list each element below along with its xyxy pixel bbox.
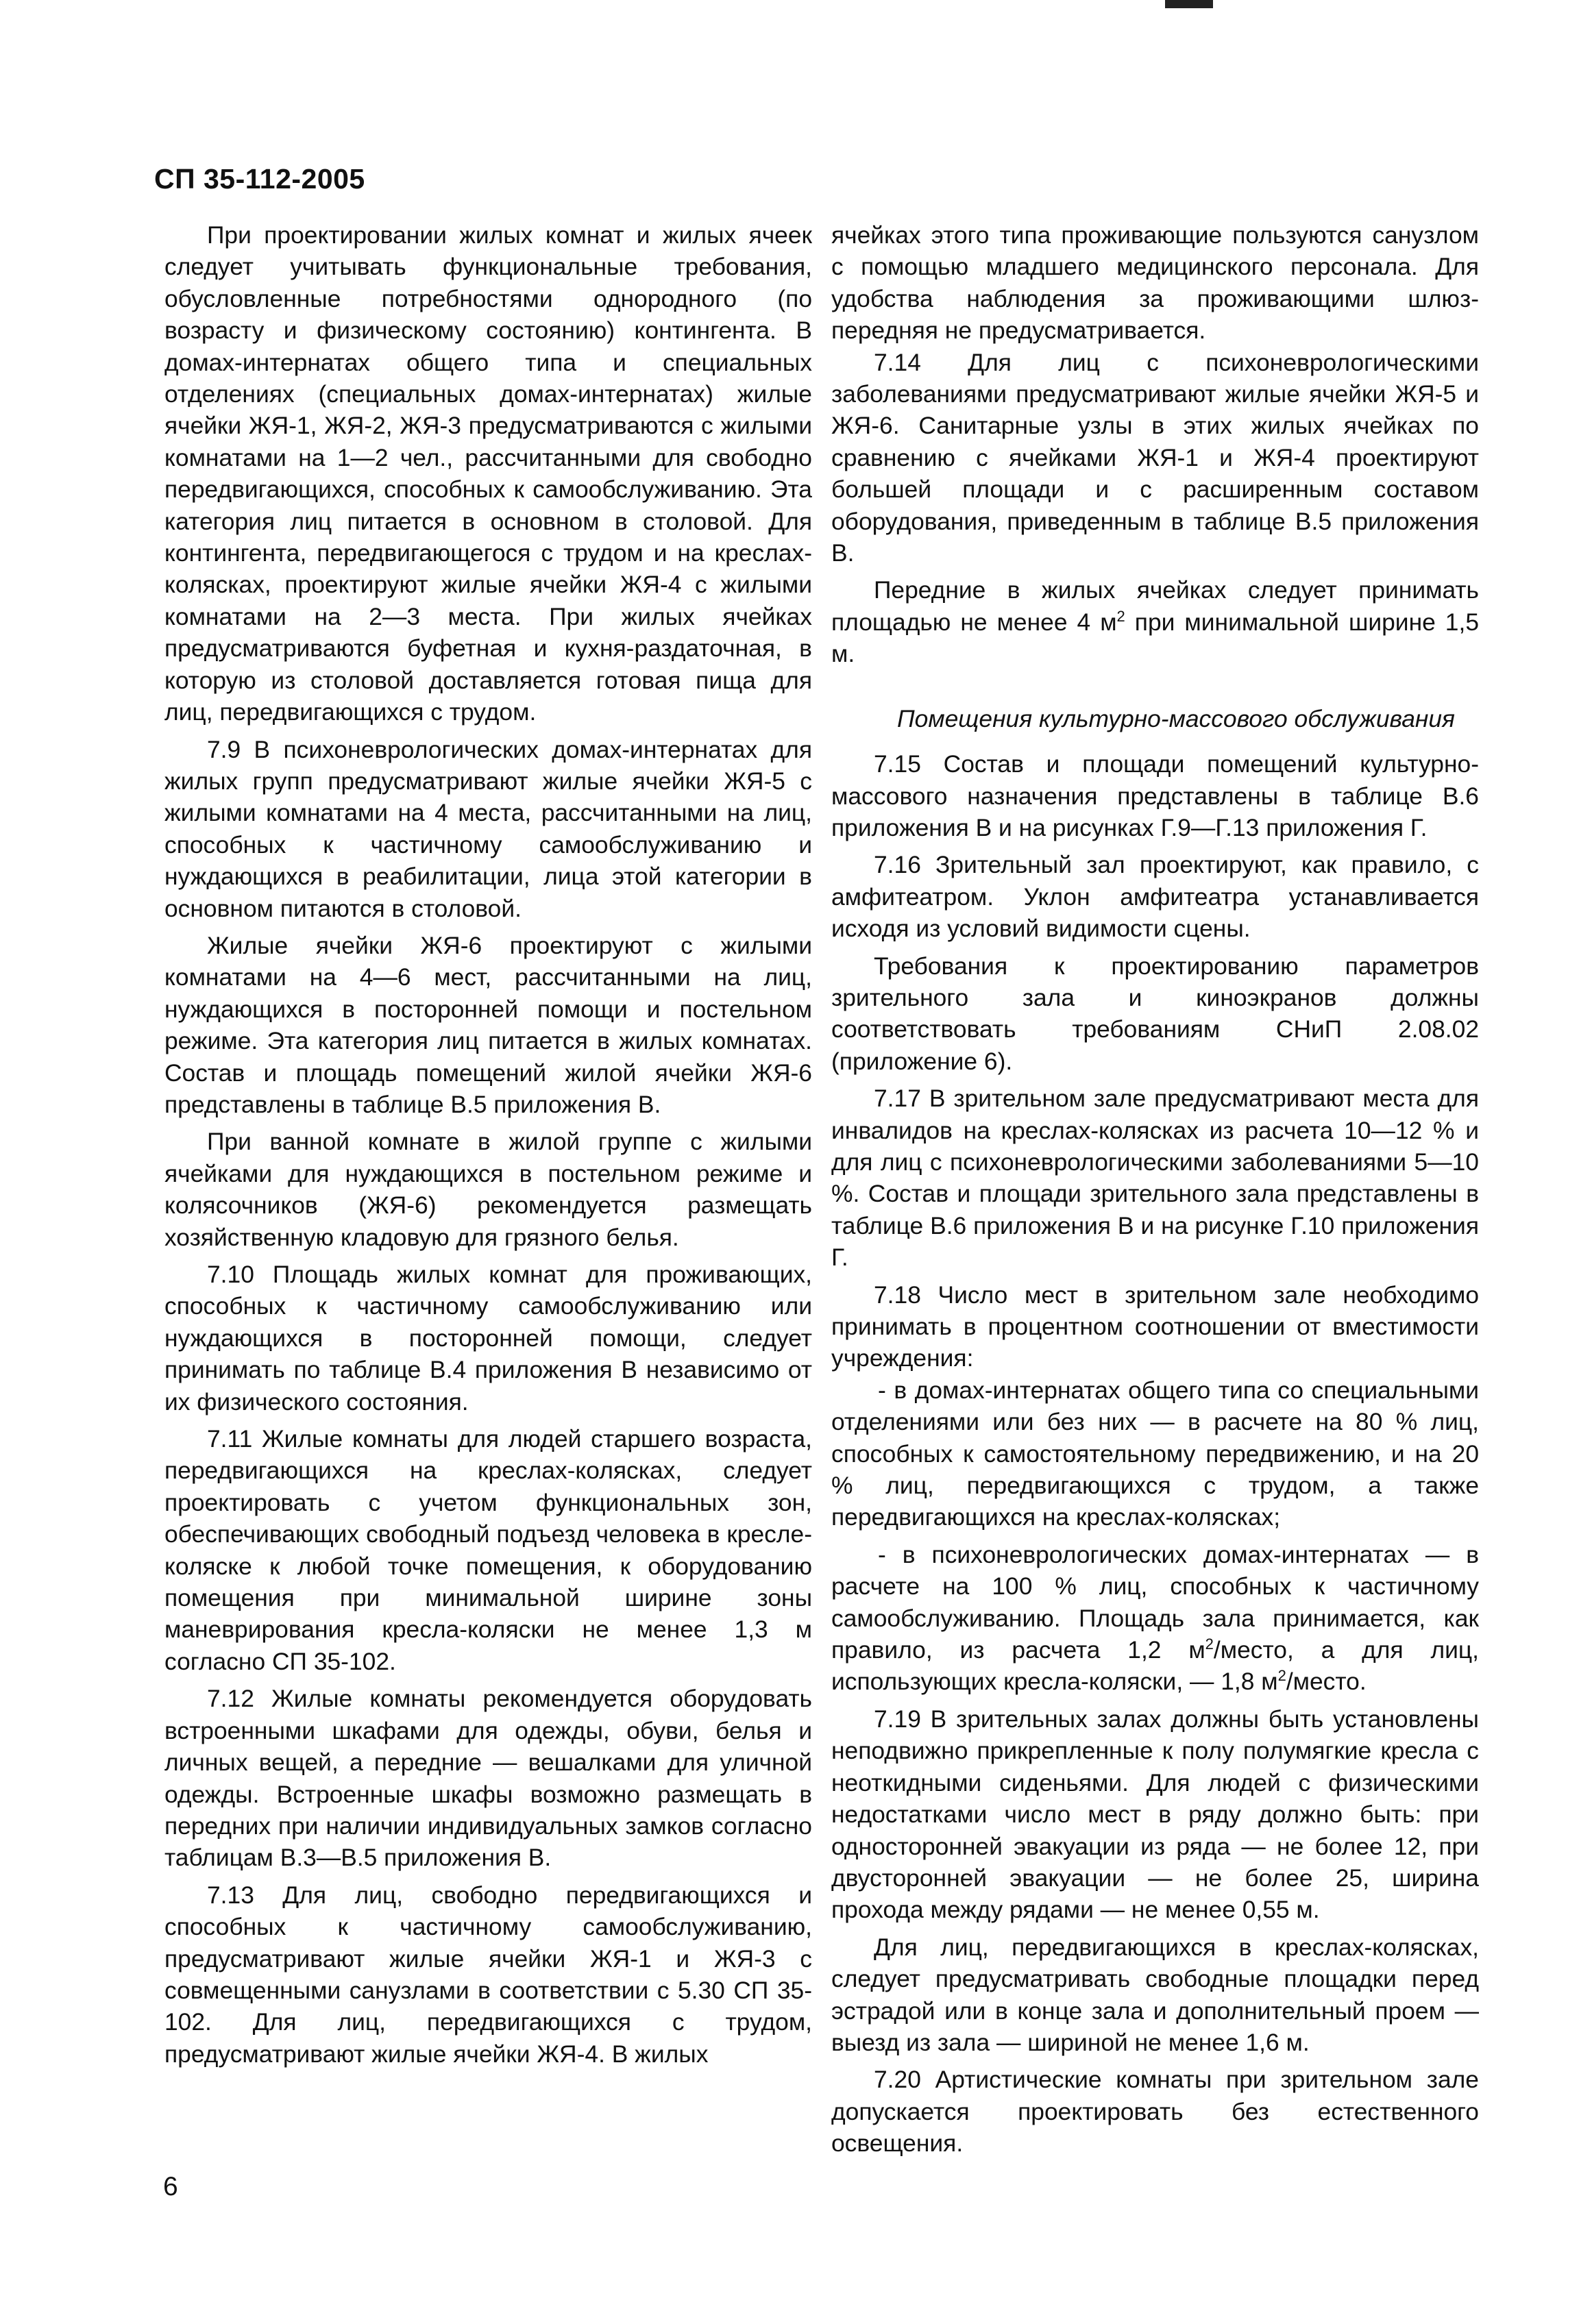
paragraph-7-19: 7.19 В зрительных залах должны быть установлены неподвижно прикрепленные к полу полумягкие кресла с неоткидными сиденьями. Для людей с физическими недостатками число мест в ряду должно быть: при односторонней эвакуации из ряда — не более 12, при двусторонней эвакуации — не более 25, ширина прохода между рядами — не менее 0,55 м. [831,1705,1479,1924]
paragraph-7-12: 7.12 Жилые комнаты рекомендуется оборудовать встроенными шкафами для одежды, обуви, белья и личных вещей, а передние — вешалками для уличной одежды. Встроенные шкафы возможно размещать в передних при наличии индивидуальных замков согласно таблицам В.3—В.5 приложения В. [164,1685,812,1872]
paragraph-7-10: 7.10 Площадь жилых комнат для проживающих, способных к частичному самообслуживанию или нуждающихся в посторонней помощи, следует принимать по таблице В.4 приложения В независимо от их физического состояния. [164,1261,812,1416]
paragraph: Жилые ячейки ЖЯ-6 проектируют с жилыми комнатами на 4—6 мест, рассчитанными на лиц, нуждающихся в посторонней помощи и постельном режиме. Эта категория лиц питается в жилых комнатах. Состав и площадь помещений жилой ячейки ЖЯ-6 представлены в таблице В.5 приложения В. [164,931,812,1118]
paragraph-7-9: 7.9 В психоневрологических домах-интернатах для жилых групп предусматривают жилые ячейки ЖЯ-5 с жилыми комнатами на 4 места, рассчитанными на лиц, способных к частичному самообслуживанию и нуждающихся в реабилитации, лица этой категории в основном питаются в столовой. [164,735,812,922]
paragraph-7-16: 7.16 Зрительный зал проектируют, как правило, с амфитеатром. Уклон амфитеатра устанавливается исходя из условий видимости сцены. [831,851,1479,943]
paragraph: При проектировании жилых комнат и жилых ячеек следует учитывать функциональные требования, обусловленные потребностями однородного (по возрасту и физическому состоянию) контингента. В домах-интернатах общего типа и специальных отделениях (специальных домах-интернатах) жилые ячейки ЖЯ-1, ЖЯ-2, ЖЯ-3 предусматриваются с жилыми комнатами на 1—2 чел., рассчитанными для свободно передвигающихся, способных к самообслуживанию. Эта категория лиц питается в основном в столовой. Для контингента, передвигающегося с трудом и на креслах-колясках, проектируют жилые ячейки ЖЯ-4 с жилыми комнатами на 2—3 места. При жилых ячейках предусматриваются буфетная и кухня-раздаточная, в которую из столовой доставляется готовая пища для лиц, передвигающихся с трудом. [164,221,812,726]
page-number: 6 [163,2172,178,2201]
paragraph-7-20: 7.20 Артистические комнаты при зрительном зале допускается проектировать без естественного освещения. [831,2066,1479,2158]
section-heading: Помещения культурно-массового обслуживания [897,704,1455,732]
list-item: - в домах-интернатах общего типа со специальными отделениями или без них — в расчете на 80 % лиц, способных к самостоятельному передвижению, и на 20 % лиц, передвигающихся с трудом, а также передвигающихся на креслах-колясках; [831,1376,1479,1531]
document-code-header: СП 35-112-2005 [154,163,365,195]
paragraph: При ванной комнате в жилой группе с жилыми ячейками для нуждающихся в постельном режиме и колясочников (ЖЯ-6) рекомендуется размещать хозяйственную кладовую для грязного белья. [164,1128,812,1251]
scan-edge-mark [1165,0,1213,8]
list-item: - в психоневрологических домах-интернатах — в расчете на 100 % лиц, способных к частичному самообслуживанию. Площадь зала принимается, как правило, из расчета 1,2 $м^2$/место, а для лиц, использующих кресла-коляски, — 1,8 $м^2$/место. [831,1540,1479,1696]
paragraph: Требования к проектированию параметров зрительного зала и киноэкранов должны соответствовать требованиям СНиП 2.08.02 (приложение 6). [831,952,1479,1075]
left-column [164,219,812,2070]
paragraph-7-11: 7.11 Жилые комнаты для людей старшего возраста, передвигающихся на креслах-колясках, следует проектировать с учетом функциональных зон, обеспечивающих свободный подъезд человека в кресле-коляске к любой точке помещения, к оборудованию помещения при минимальной ширине зоны маневрирования кресла-коляски не менее 1,3 м согласно СП 35-102. [164,1425,812,1675]
paragraph-7-14: 7.14 Для лиц с психоневрологическими заболеваниями предусматривают жилые ячейки ЖЯ-5 и ЖЯ-6. Санитарные узлы в этих жилых ячейках по сравнению с ячейками ЖЯ-1 и ЖЯ-4 проектируют большей площади и с расширенным составом оборудования, приведенным в таблице В.5 приложения В. [831,348,1479,567]
paragraph-7-15: 7.15 Состав и площади помещений культурно-массового назначения представлены в таблице В.6 приложения В и на рисунках Г.9—Г.13 приложения Г. [831,750,1479,841]
paragraph-7-13: 7.13 Для лиц, свободно передвигающихся и способных к частичному самообслуживанию, предусматривают жилые ячейки ЖЯ-1 и ЖЯ-3 с совмещенными санузлами в соответствии с 5.30 СП 35-102. Для лиц, передвигающихся с трудом, предусматривают жилые ячейки ЖЯ-4. В жилых [164,1881,812,2068]
paragraph: Передние в жилых ячейках следует принимать площадью не менее 4 $м^2$ при минимальной ширине 1,5 м. [831,576,1480,668]
paragraph-7-18: 7.18 Число мест в зрительном зале необходимо принимать в процентном соотношении от вместимости учреждения: [831,1281,1479,1372]
paragraph-7-17: 7.17 В зрительном зале предусматривают места для инвалидов на креслах-колясках из расчета 10—12 % и для лиц с психоневрологическими заболеваниями 5—10 %. Состав и площади зрительного зала представлены в таблице В.6 приложения В и на рисунке Г.10 приложения Г. [831,1085,1479,1272]
paragraph: Для лиц, передвигающихся в креслах-колясках, следует предусматривать свободные площадки перед эстрадой или в конце зала и дополнительный проем — выезд из зала — шириной не менее 1,6 м. [831,1933,1479,2056]
right-column [831,219,1479,2160]
paragraph-continued: ячейках этого типа проживающие пользуются санузлом с помощью младшего медицинского персонала. Для удобства наблюдения за проживающими шлюз-передняя не предусматривается. [831,221,1479,345]
